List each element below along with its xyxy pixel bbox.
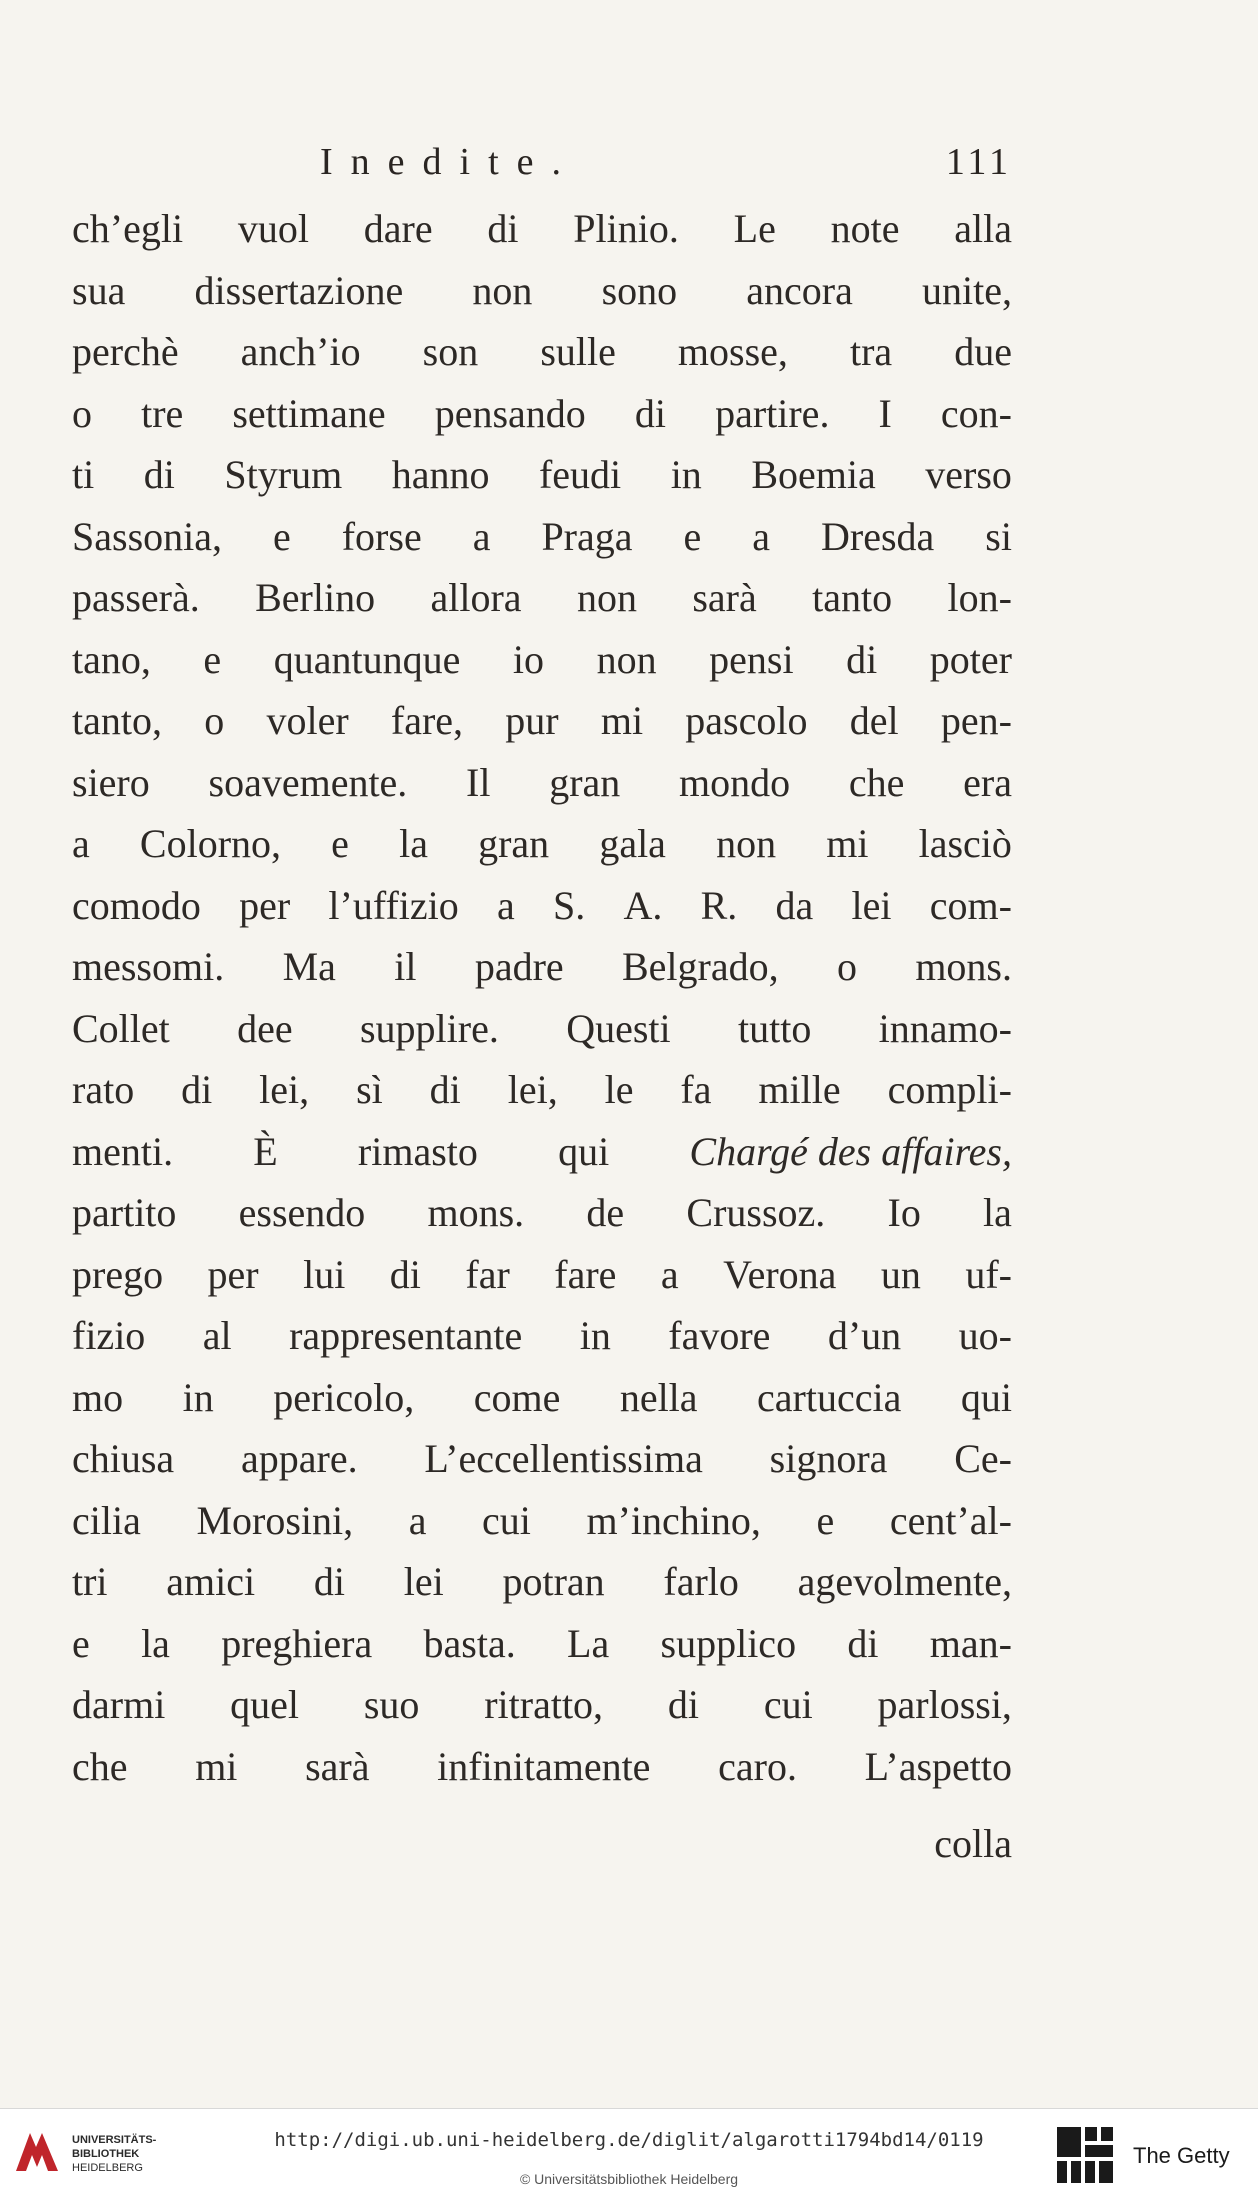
word: padre <box>474 944 564 989</box>
word: rato <box>72 1067 135 1112</box>
word: Ma <box>282 944 336 989</box>
word: cartuccia <box>757 1374 902 1420</box>
word: ritratto, <box>484 1682 604 1727</box>
word: io <box>512 636 545 682</box>
word: far <box>465 1251 510 1297</box>
word: di <box>847 1620 879 1666</box>
word: come <box>473 1374 561 1420</box>
text-line <box>72 1182 1012 1244</box>
word: ancora <box>746 267 853 313</box>
word: nella <box>619 1374 698 1420</box>
text-line <box>72 1551 1012 1613</box>
text-line <box>72 321 1012 383</box>
word: A. <box>623 882 663 928</box>
body-text <box>72 198 1012 1797</box>
word: mo <box>72 1374 124 1420</box>
word: Le <box>733 206 776 251</box>
word: la <box>983 1190 1012 1235</box>
word: a <box>497 882 515 928</box>
running-head: Inedite. <box>320 141 580 183</box>
word: mons. <box>427 1190 525 1235</box>
text-line <box>72 1059 1012 1121</box>
word: di <box>429 1067 461 1112</box>
word: m’inchino, <box>586 1497 761 1543</box>
text-line <box>72 383 1012 445</box>
word: rappresentante <box>289 1313 523 1358</box>
word: innamo- <box>878 1005 1012 1051</box>
text-line <box>72 1613 1012 1675</box>
word: dissertazione <box>194 267 404 313</box>
permalink-url[interactable]: http://digi.ub.uni-heidelberg.de/diglit/algarotti1794bd14/0119 <box>274 2129 984 2151</box>
word: e <box>203 636 222 682</box>
word: mi <box>195 1743 238 1789</box>
word: lui <box>303 1251 346 1297</box>
word: al <box>202 1313 232 1358</box>
word: cui <box>763 1682 813 1727</box>
word: un <box>880 1251 921 1297</box>
text-line <box>72 936 1012 998</box>
word: con- <box>940 390 1012 436</box>
word: Collet <box>72 1005 170 1051</box>
word: gran <box>549 759 621 805</box>
word: d’un <box>827 1313 902 1358</box>
catchword: colla <box>934 1821 1012 1866</box>
word: dare <box>363 206 433 251</box>
word: pensi <box>709 636 794 682</box>
word: anch’io <box>240 329 361 374</box>
getty-logo <box>1055 2125 1255 2185</box>
word: si <box>985 513 1012 559</box>
word: soavemente. <box>208 759 408 805</box>
word: Plinio. <box>573 206 679 251</box>
word: in <box>670 452 702 497</box>
word: passerà. <box>72 575 200 620</box>
word: sua <box>72 267 126 313</box>
word: cent’al- <box>889 1497 1012 1543</box>
word: sarà <box>692 575 757 620</box>
text-line <box>72 690 1012 752</box>
word: a <box>472 513 491 559</box>
word: hanno <box>391 452 490 497</box>
word: non <box>576 575 637 620</box>
word: mons. <box>915 944 1012 989</box>
word: feudi <box>538 452 622 497</box>
word: o <box>204 698 225 743</box>
word: comodo <box>72 882 201 928</box>
word: e <box>816 1497 835 1543</box>
word: mille <box>758 1067 841 1112</box>
word: Praga <box>541 513 633 559</box>
word: e <box>683 513 702 559</box>
word: suo <box>363 1682 420 1727</box>
library-name-line: UNIVERSITÄTS- <box>72 2134 157 2146</box>
word: Ce- <box>954 1436 1012 1481</box>
word: vuol <box>237 206 309 251</box>
word: pensando <box>434 390 586 436</box>
text-line <box>72 1244 1012 1306</box>
word: unite, <box>922 267 1012 313</box>
word: di <box>846 636 878 682</box>
text-line <box>72 260 1012 322</box>
word: quel <box>230 1682 299 1727</box>
library-name-line: BIBLIOTHEK <box>72 2148 140 2160</box>
word: in <box>579 1313 611 1358</box>
word: caro. <box>718 1743 797 1789</box>
word: o <box>72 390 92 436</box>
word: del <box>849 698 899 743</box>
text-line <box>72 813 1012 875</box>
word: favore <box>668 1313 771 1358</box>
word: Io <box>887 1190 921 1235</box>
word: dee <box>237 1005 293 1051</box>
word: darmi <box>72 1682 166 1727</box>
word: Dresda <box>821 513 935 559</box>
word: Questi <box>566 1005 671 1051</box>
word: partito <box>72 1190 177 1235</box>
word: rimasto <box>357 1128 478 1174</box>
word: voler <box>266 698 349 743</box>
word: di <box>143 452 175 497</box>
word: a <box>752 513 771 559</box>
word: Sassonia, <box>72 513 222 559</box>
word: in <box>182 1374 214 1420</box>
copyright-notice: © Universitätsbibliothek Heidelberg <box>519 2171 739 2187</box>
word: com- <box>929 882 1012 928</box>
text-line <box>72 506 1012 568</box>
word: parlossi, <box>877 1682 1012 1727</box>
word: pericolo, <box>273 1374 415 1420</box>
word: non <box>596 636 657 682</box>
word: tano, <box>72 636 151 682</box>
word: Boemia <box>751 452 876 497</box>
word: I <box>878 390 892 436</box>
text-line <box>72 567 1012 629</box>
word: lei <box>851 882 892 928</box>
word: Colorno, <box>139 821 282 866</box>
word: tra <box>849 329 893 374</box>
word: R. <box>700 882 738 928</box>
word: agevolmente, <box>797 1559 1012 1604</box>
word: che <box>848 759 905 805</box>
word: forse <box>341 513 422 559</box>
word: supplico <box>660 1620 797 1666</box>
word: perchè <box>72 329 179 374</box>
word: infinitamente <box>437 1743 651 1789</box>
word: di <box>313 1559 345 1604</box>
word: compli- <box>887 1067 1012 1112</box>
word: essendo <box>238 1190 366 1235</box>
word: gran <box>478 821 550 866</box>
word: Morosini, <box>196 1497 354 1543</box>
word: la <box>399 821 428 866</box>
getty-mark-icon <box>1055 2125 1115 2185</box>
word: appare. <box>241 1436 358 1481</box>
word: che <box>72 1743 128 1789</box>
library-name-line: HEIDELBERG <box>72 2162 143 2174</box>
word: È <box>253 1128 278 1174</box>
word: mi <box>600 698 644 743</box>
word: quantunque <box>273 636 461 682</box>
text-line <box>72 1428 1012 1490</box>
getty-name: The Getty <box>1133 2143 1230 2168</box>
word: lei, <box>507 1067 558 1112</box>
word: amici <box>166 1559 256 1604</box>
text-line <box>72 752 1012 814</box>
word: due <box>954 329 1012 374</box>
word: e <box>331 821 349 866</box>
word: man- <box>929 1620 1012 1666</box>
word: tutto <box>737 1005 812 1051</box>
word: prego <box>72 1251 164 1297</box>
word: la <box>141 1620 170 1666</box>
word: sì <box>356 1067 383 1112</box>
word: di <box>667 1682 699 1727</box>
word: fare, <box>390 698 464 743</box>
word: pascolo <box>685 698 808 743</box>
word: per <box>239 882 291 928</box>
word: ti <box>72 452 95 497</box>
text-line <box>72 1674 1012 1736</box>
word: farlo <box>663 1559 739 1604</box>
text-line <box>72 1490 1012 1552</box>
text-line <box>72 444 1012 506</box>
word: supplire. <box>359 1005 499 1051</box>
word: fa <box>680 1067 712 1112</box>
word: Belgrado, <box>622 944 779 989</box>
word: verso <box>925 452 1012 497</box>
page-header <box>72 140 1012 190</box>
word: qui <box>960 1374 1012 1420</box>
word: ch’egli <box>72 206 184 251</box>
word: a <box>408 1497 427 1543</box>
word: lei <box>403 1559 444 1604</box>
word: e <box>272 513 291 559</box>
word: da <box>775 882 814 928</box>
word: pen- <box>940 698 1012 743</box>
word: basta. <box>423 1620 516 1666</box>
word: qui <box>558 1128 610 1174</box>
word: signora <box>769 1436 888 1481</box>
word: S. <box>553 882 586 928</box>
word: son <box>422 329 479 374</box>
word: sarà <box>305 1743 370 1789</box>
word: pur <box>505 698 559 743</box>
viewer-footer <box>0 2108 1258 2200</box>
word: di <box>389 1251 421 1297</box>
text-line <box>72 629 1012 691</box>
word: tanto <box>812 575 893 620</box>
word: poter <box>929 636 1012 682</box>
word: mosse, <box>677 329 788 374</box>
word: potran <box>502 1559 605 1604</box>
word: Il <box>466 759 491 805</box>
text-line <box>72 998 1012 1060</box>
text-line <box>72 1367 1012 1429</box>
page-number: 111 <box>945 141 1012 183</box>
text-line <box>72 1736 1012 1798</box>
word: mondo <box>679 759 791 805</box>
word: cui <box>482 1497 531 1543</box>
word: settimane <box>232 390 386 436</box>
word: l’uffizio <box>328 882 459 928</box>
word: sono <box>601 267 678 313</box>
word: di <box>634 390 666 436</box>
word: uo- <box>958 1313 1012 1358</box>
text-line <box>72 1305 1012 1367</box>
word: uf- <box>965 1251 1012 1297</box>
word: menti. <box>72 1128 174 1174</box>
word: note <box>830 206 900 251</box>
word: mi <box>826 821 869 866</box>
word: a <box>660 1251 679 1297</box>
word: Verona <box>723 1251 837 1297</box>
word: alla <box>954 206 1012 251</box>
word: lasciò <box>918 821 1012 866</box>
word: non <box>716 821 777 866</box>
word: per <box>207 1251 259 1297</box>
word: partire. <box>715 390 830 436</box>
word: a <box>72 821 90 866</box>
word: Crussoz. <box>686 1190 826 1235</box>
word: Styrum <box>224 452 343 497</box>
word: lei, <box>259 1067 310 1112</box>
word: preghiera <box>221 1620 373 1666</box>
word: fare <box>554 1251 617 1297</box>
word: messomi. <box>72 944 225 989</box>
word: fizio <box>72 1313 146 1358</box>
text-line <box>72 198 1012 260</box>
word: lon- <box>947 575 1012 620</box>
word: Berlino <box>255 575 376 620</box>
word: siero <box>72 759 150 805</box>
text-line <box>72 1121 1012 1183</box>
word: L’aspetto <box>864 1743 1012 1789</box>
word: di <box>487 206 519 251</box>
word: tri <box>72 1559 108 1604</box>
word: di <box>181 1067 213 1112</box>
word: era <box>963 759 1012 805</box>
word: e <box>72 1620 90 1666</box>
word: sulle <box>540 329 616 374</box>
text-line <box>72 875 1012 937</box>
word: gala <box>599 821 666 866</box>
word: allora <box>430 575 522 620</box>
word: La <box>567 1620 610 1666</box>
word: de <box>586 1190 625 1235</box>
word: o <box>836 944 857 989</box>
word: il <box>394 944 417 989</box>
word: le <box>604 1067 634 1112</box>
word: L’eccellentissima <box>424 1436 703 1481</box>
word: chiusa <box>72 1436 175 1481</box>
word: Chargé des affaires, <box>689 1128 1012 1174</box>
word: tre <box>141 390 184 436</box>
word: tanto, <box>72 698 162 743</box>
word: cilia <box>72 1497 141 1543</box>
word: non <box>472 267 533 313</box>
